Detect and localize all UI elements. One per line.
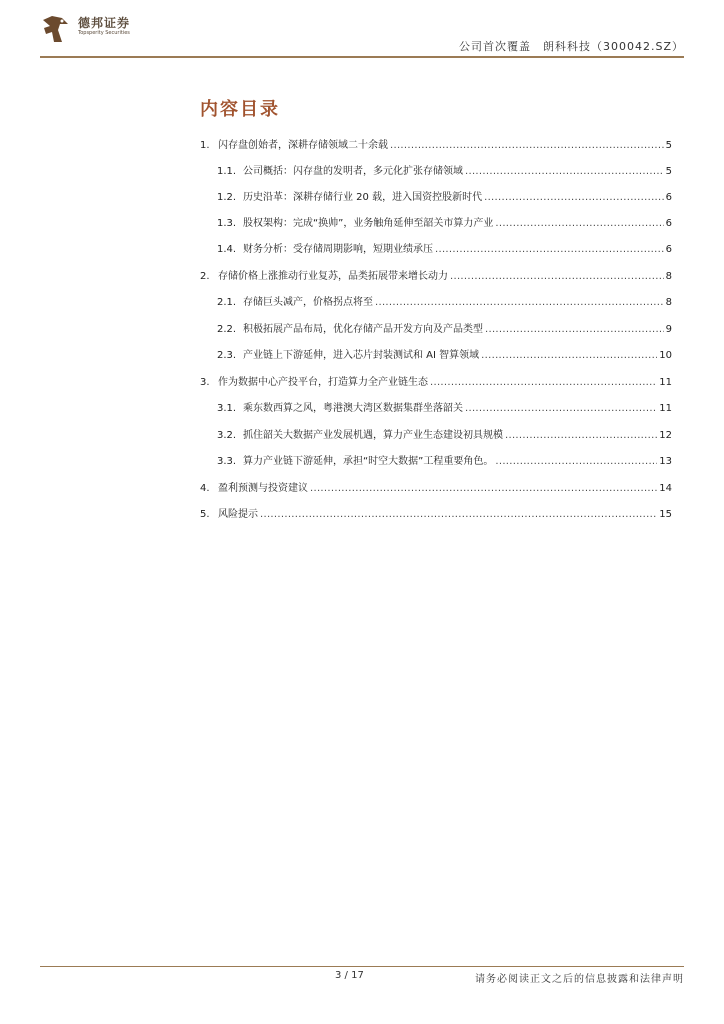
toc-entry[interactable]: 3.3. 算力产业链下游延伸，承担“时空大数据”工程重要角色。 ..... 13 bbox=[217, 452, 672, 468]
toc-entry[interactable]: 2.2. 积极拓展产品布局，优化存储产品开发方向及产品类型 ..... 9 bbox=[217, 320, 672, 336]
toc-entry[interactable]: 2.3. 产业链上下游延伸，进入芯片封装测试和 AI 智算领域 ..... 10 bbox=[217, 346, 672, 362]
dragon-logo-icon bbox=[40, 12, 70, 46]
toc-entry[interactable]: 2.1. 存储巨头减产，价格拐点将至 ..... 8 bbox=[217, 293, 672, 309]
brand-name: 德邦证券 bbox=[78, 16, 131, 30]
page-header bbox=[40, 12, 684, 58]
toc-entry[interactable]: 3. 作为数据中心产投平台，打造算力全产业链生态 ..... 11 bbox=[200, 373, 672, 389]
header-divider bbox=[40, 56, 684, 58]
toc-title: 内容目录 bbox=[200, 99, 280, 120]
disclaimer-note: 请务必阅读正文之后的信息披露和法律声明 bbox=[475, 974, 684, 985]
report-title: 公司首次覆盖 朗科科技（300042.SZ） bbox=[458, 40, 684, 53]
toc-entry[interactable]: 4. 盈利预测与投资建议 ..... 14 bbox=[200, 479, 672, 495]
toc-entry[interactable]: 1.2. 历史沿革：深耕存储行业 20 载，进入国资控股新时代 ..... 6 bbox=[217, 188, 672, 204]
toc-entry[interactable]: 3.1. 乘东数西算之风，粤港澳大湾区数据集群坐落韶关 ..... 11 bbox=[217, 399, 672, 415]
toc-entry[interactable]: 1.4. 财务分析：受存储周期影响，短期业绩承压 ..... 6 bbox=[217, 240, 672, 256]
toc-entry[interactable]: 5. 风险提示 ..... 15 bbox=[200, 505, 672, 521]
toc-entry[interactable]: 3.2. 抓住韶关大数据产业发展机遇，算力产业生态建设初具规模 ..... 12 bbox=[217, 426, 672, 442]
toc-entry[interactable]: 1.3. 股权架构：完成“换帅”，业务触角延伸至韶关市算力产业 ..... 6 bbox=[217, 214, 672, 230]
footer-divider bbox=[40, 966, 684, 967]
toc-entry[interactable]: 1.1. 公司概括：闪存盘的发明者，多元化扩张存储领域 ..... 5 bbox=[217, 162, 672, 178]
brand-name-en: Topsperity Securities bbox=[78, 30, 130, 36]
page-number: 3 / 17 bbox=[335, 970, 364, 981]
toc-entry[interactable]: 1. 闪存盘创始者，深耕存储领域二十余载 ..... 5 bbox=[200, 136, 672, 152]
toc-entry[interactable]: 2. 存储价格上涨推动行业复苏，品类拓展带来增长动力 ..... 8 bbox=[200, 267, 672, 283]
